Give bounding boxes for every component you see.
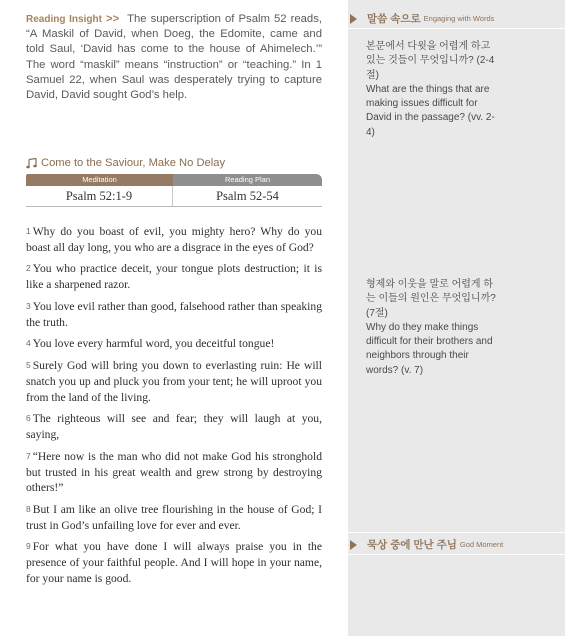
verse-text: But I am like an olive tree flourishing in the house of God; I trust in God’s unfailing love for ever and ever.	[26, 502, 322, 532]
verse-number: 2	[26, 263, 31, 274]
question-ko: 형제와 이웃을 말로 어렵게 하는 이들의 원인은 무엇입니까? (7절)	[366, 279, 496, 319]
section-engaging-with-words	[348, 10, 565, 27]
verse	[26, 299, 322, 330]
verse-number: 6	[26, 413, 31, 424]
song-title: Come to the Saviour, Make No Delay	[41, 157, 226, 169]
section-title-ko: 말씀 속으로	[367, 13, 421, 25]
verse	[26, 411, 322, 442]
meditation-value: Psalm 52:1-9	[26, 186, 173, 206]
question-2	[366, 278, 500, 378]
song-line	[26, 157, 225, 169]
triangle-icon	[350, 14, 357, 24]
verse-number: 3	[26, 300, 31, 311]
reading-insight-tag: Reading Insight	[26, 14, 102, 25]
verse-text: You who practice deceit, your tongue plots destruction; it is like a sharpened razor.	[26, 262, 322, 292]
verse-text: “Here now is the man who did not make God his stronghold but trusted in his great wealth and grew strong by destroying others!”	[26, 449, 322, 495]
reading-insight-text: The superscription of Psalm 52 reads, “A Maskil of David, when Doeg, the Edomite, came and told Saul, ‘David has come to the house of Ahimelech.’” The word “maskil” means “instruction” or “teaching.” In 1 Samuel 22, when Saul was desperately trying to capture David, David sought God’s help.	[26, 13, 323, 102]
verse-number: 8	[26, 503, 31, 514]
reading-plan-value: Psalm 52-54	[216, 189, 279, 203]
verse	[26, 449, 322, 496]
verse-text: For what you have done I will always praise you in the presence of your faithful people. And I will hope in your name, for your name is good.	[26, 540, 322, 585]
meditation-header: Meditation	[26, 174, 173, 186]
verse-text: You love evil rather than good, falsehood rather than speaking the truth.	[26, 299, 322, 329]
section-title-en: God Moment	[459, 540, 504, 549]
question-ko: 본문에서 다윗을 어렵게 하고 있는 것들이 무엇입니까? (2-4절)	[366, 41, 495, 81]
verse-text: Surely God will bring you down to everlasting ruin: He will snatch you up and pluck you from your tent; he will uproot you from the land of the living.	[26, 359, 322, 404]
verse	[26, 539, 322, 586]
passage-table	[26, 174, 322, 207]
verse-number: 9	[26, 541, 31, 552]
verse-text: Why do you boast of evil, you mighty hero? Why do you boast all day long, you who are a disgrace in the eyes of God?	[26, 225, 322, 254]
verse-number: 1	[26, 226, 31, 236]
question-en: Why do they make things difficult for their brothers and neighbors through their words? (v. 7)	[366, 321, 493, 376]
verse-number: 7	[26, 450, 31, 461]
double-chevron-icon: >>	[106, 13, 120, 25]
divider	[348, 28, 565, 29]
verse	[26, 502, 322, 533]
reading-insight	[26, 12, 322, 103]
divider	[348, 532, 565, 533]
question-1	[366, 40, 500, 140]
triangle-icon	[350, 540, 357, 550]
section-title-ko: 묵상 중에 만난 주님	[367, 539, 457, 551]
verse-list	[26, 224, 322, 593]
reading-plan-header: Reading Plan	[173, 174, 322, 186]
verse	[26, 261, 322, 292]
reflection-panel	[348, 0, 565, 636]
section-god-moment	[348, 536, 565, 553]
verse-text: You love every harmful word, you deceitful tongue!	[32, 337, 275, 351]
verse-number: 5	[26, 360, 31, 371]
section-title-en: Engaging with Words	[423, 14, 495, 23]
verse	[26, 224, 322, 255]
verse	[26, 358, 322, 405]
music-note-icon	[26, 158, 37, 169]
verse-text: The righteous will see and fear; they will laugh at you, saying,	[26, 412, 322, 442]
divider	[348, 554, 565, 555]
question-en: What are the things that are making issues difficult for David in the passage? (vv. 2-4)	[366, 83, 495, 138]
verse-number: 4	[26, 338, 31, 349]
verse	[26, 336, 322, 352]
